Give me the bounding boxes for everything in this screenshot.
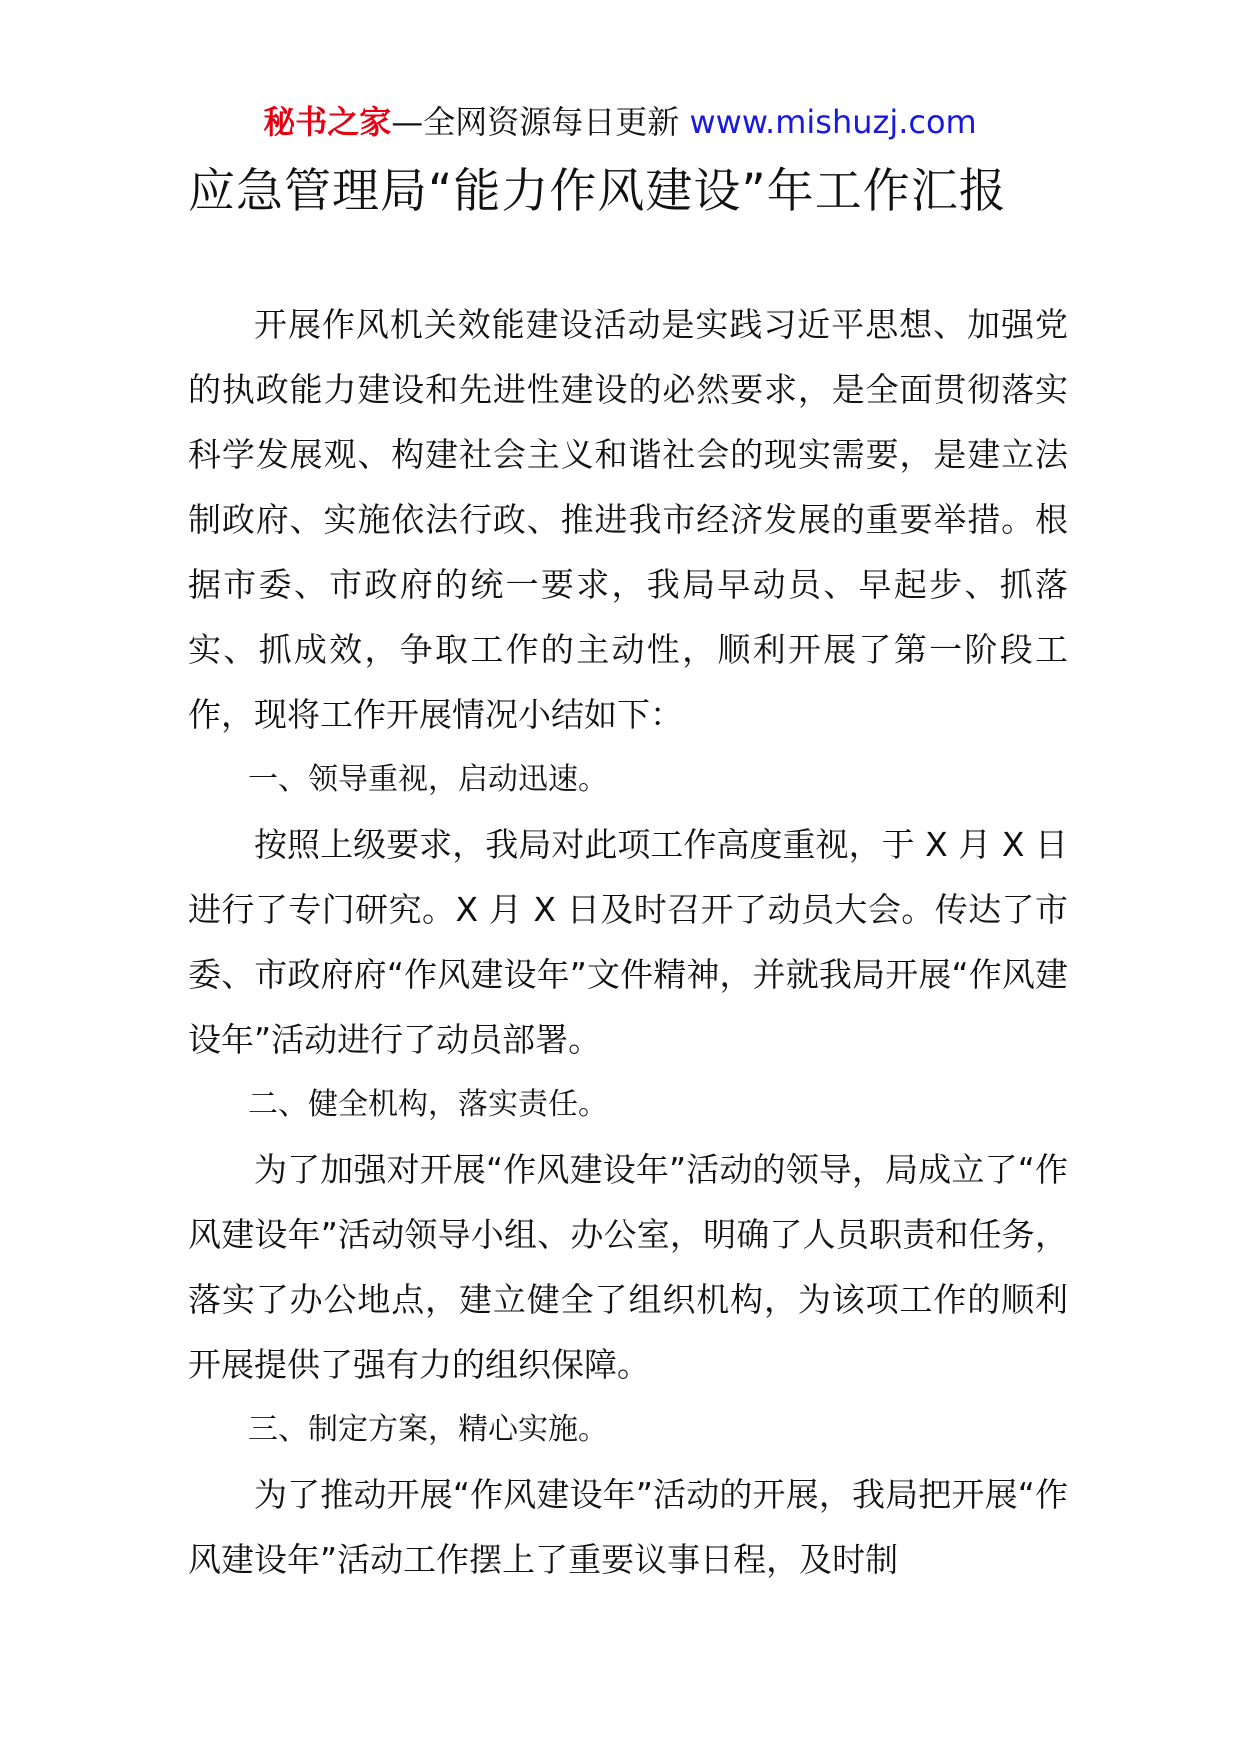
section-paragraph-3: 为了推动开展“作风建设年”活动的开展，我局把开展“作风建设年”活动工作摆上了重要议事日程，及时制 [188, 1475, 1068, 1579]
section-heading-1: 一、领导重视，启动迅速。 [248, 762, 608, 797]
site-header [0, 100, 1240, 144]
document-title: 应急管理局“能力作风建设”年工作汇报 [188, 164, 1007, 219]
brand-name: 秘书之家 [263, 103, 392, 141]
intro-paragraph: 开展作风机关效能建设活动是实践习近平思想、加强党的执政能力建设和先进性建设的必然要求，是全面贯彻落实科学发展观、构建社会主义和谐社会的现实需要，是建立法制政府、实施依法行政、推进我市经济发展的重要举措。根据市委、市政府的统一要求，我局早动员、早起步、抓落实、抓成效，争取工作的主动性，顺利开展了第一阶段工作，现将工作开展情况小结如下： [188, 305, 1068, 734]
section-paragraph-1: 按照上级要求，我局对此项工作高度重视，于 X 月 X 日进行了专门研究。X 月 X 日及时召开了动员大会。传达了市委、市政府府“作风建设年”文件精神，并就我局开展“作风建设年”活动进行了动员部署。 [188, 825, 1068, 1059]
section-heading-3: 三、制定方案，精心实施。 [248, 1412, 608, 1447]
section-paragraph-2: 为了加强对开展“作风建设年”活动的领导，局成立了“作风建设年”活动领导小组、办公室，明确了人员职责和任务，落实了办公地点，建立健全了组织机构，为该项工作的顺利开展提供了强有力的组织保障。 [188, 1150, 1068, 1384]
header-tagline: —全网资源每日更新 [391, 103, 680, 141]
site-url-link[interactable]: www.mishuzj.com [689, 103, 977, 141]
document-body [188, 292, 1068, 1592]
section-heading-2: 二、健全机构，落实责任。 [248, 1087, 608, 1122]
